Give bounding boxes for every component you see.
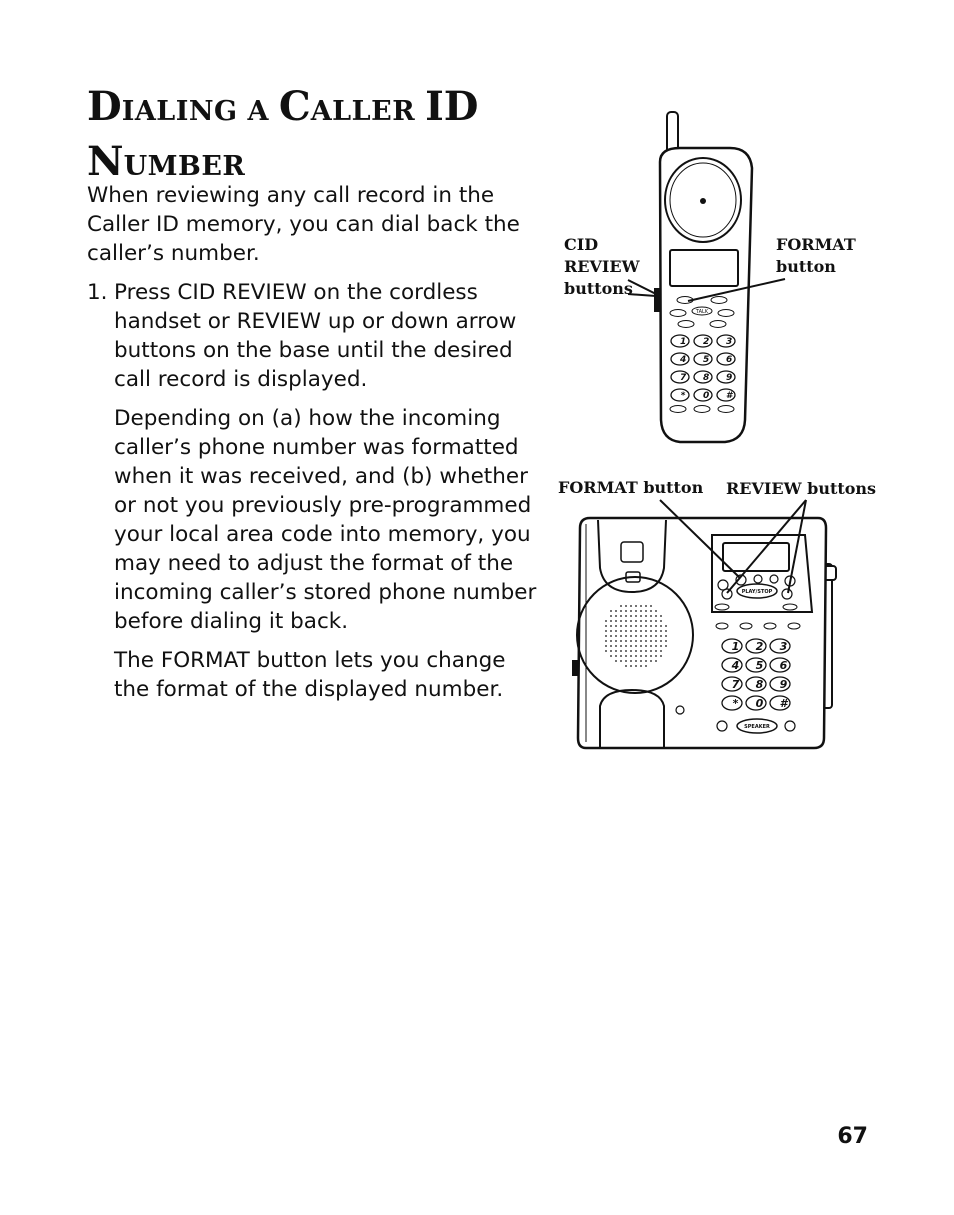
- handset-format-label: FORMAT button: [776, 235, 856, 276]
- grille-dot: [650, 655, 652, 657]
- grille-dot: [620, 635, 622, 637]
- grille-dot: [635, 630, 637, 632]
- grille-dot: [620, 630, 622, 632]
- grille-dot: [630, 625, 632, 627]
- grille-dot: [665, 630, 667, 632]
- grille-dot: [610, 645, 612, 647]
- grille-dot: [625, 610, 627, 612]
- base-play-stop-label: PLAY/STOP: [741, 589, 773, 595]
- grille-dot: [615, 635, 617, 637]
- grille-dot: [615, 610, 617, 612]
- hkeys-key-label-10: 0: [703, 391, 710, 402]
- grille-dot: [615, 630, 617, 632]
- grille-dot: [625, 665, 627, 667]
- grille-dot: [655, 630, 657, 632]
- grille-dot: [655, 610, 657, 612]
- bkeys-key-label-10: 0: [755, 696, 764, 710]
- grille-dot: [635, 620, 637, 622]
- hkeys-key-label-3: 4: [680, 355, 687, 366]
- grille-dot: [635, 615, 637, 617]
- grille-dot: [655, 625, 657, 627]
- grille-dot: [635, 660, 637, 662]
- grille-dot: [625, 630, 627, 632]
- grille-dot: [655, 620, 657, 622]
- grille-dot: [625, 625, 627, 627]
- grille-dot: [630, 610, 632, 612]
- grille-dot: [630, 620, 632, 622]
- hkeys-key-label-11: #: [726, 391, 733, 402]
- bkeys-key-label-4: 5: [755, 658, 764, 672]
- grille-dot: [655, 655, 657, 657]
- grille-dot: [620, 660, 622, 662]
- grille-dot: [620, 645, 622, 647]
- grille-dot: [650, 635, 652, 637]
- step-text: Press CID REVIEW on the cordless handset or REVIEW up or down arrow buttons on the base until the desired call record is displayed.: [114, 280, 517, 392]
- grille-dot: [605, 640, 607, 642]
- title-line-1: DIALING A CALLER ID: [87, 83, 479, 130]
- grille-dot: [655, 615, 657, 617]
- grille-dot: [620, 640, 622, 642]
- grille-dot: [630, 655, 632, 657]
- grille-dot: [625, 605, 627, 607]
- grille-dot: [660, 645, 662, 647]
- hkeys-key-label-6: 7: [680, 373, 687, 384]
- grille-dot: [660, 635, 662, 637]
- bkeys-key-label-7: 8: [755, 677, 764, 691]
- bkeys-key-label-6: 7: [731, 677, 740, 691]
- handset-talk-label: TALK: [695, 309, 709, 315]
- grille-dot: [655, 645, 657, 647]
- grille-dot: [660, 615, 662, 617]
- grille-dot: [620, 650, 622, 652]
- grille-dot: [605, 620, 607, 622]
- grille-dot: [605, 635, 607, 637]
- bkeys-key-label-9: *: [732, 696, 739, 710]
- grille-dot: [635, 610, 637, 612]
- bkeys-key-label-1: 2: [755, 639, 764, 653]
- grille-dot: [655, 640, 657, 642]
- grille-dot: [605, 625, 607, 627]
- grille-dot: [645, 640, 647, 642]
- grille-dot: [615, 625, 617, 627]
- grille-dot: [640, 650, 642, 652]
- grille-dot: [650, 650, 652, 652]
- grille-dot: [665, 625, 667, 627]
- grille-dot: [655, 660, 657, 662]
- format-button-paragraph: The FORMAT button lets you change the format of the displayed number.: [114, 648, 506, 702]
- grille-dot: [610, 625, 612, 627]
- hkeys-key-label-0: 1: [680, 337, 687, 348]
- grille-dot: [665, 640, 667, 642]
- grille-dot: [615, 615, 617, 617]
- grille-dot: [630, 645, 632, 647]
- grille-dot: [640, 635, 642, 637]
- grille-dot: [640, 625, 642, 627]
- grille-dot: [605, 630, 607, 632]
- grille-dot: [645, 625, 647, 627]
- grille-dot: [610, 620, 612, 622]
- grille-dot: [640, 645, 642, 647]
- grille-dot: [635, 645, 637, 647]
- grille-dot: [620, 655, 622, 657]
- title-line-2: NUMBER: [87, 138, 246, 185]
- grille-dot: [640, 620, 642, 622]
- grille-dot: [665, 645, 667, 647]
- grille-dot: [615, 655, 617, 657]
- grille-dot: [640, 630, 642, 632]
- grille-dot: [645, 620, 647, 622]
- grille-dot: [610, 630, 612, 632]
- step-number: 1.: [87, 280, 108, 305]
- grille-dot: [655, 635, 657, 637]
- grille-dot: [625, 655, 627, 657]
- bkeys-key-label-0: 1: [731, 639, 740, 653]
- grille-dot: [650, 660, 652, 662]
- grille-dot: [645, 665, 647, 667]
- page-number: 67: [837, 1124, 868, 1149]
- hkeys-key-label-9: *: [680, 391, 686, 402]
- grille-dot: [620, 625, 622, 627]
- grille-dot: [610, 655, 612, 657]
- grille-dot: [650, 620, 652, 622]
- grille-dot: [635, 635, 637, 637]
- grille-dot: [640, 655, 642, 657]
- hkeys-key-label-2: 3: [726, 337, 733, 348]
- grille-dot: [650, 630, 652, 632]
- grille-dot: [615, 620, 617, 622]
- bkeys-key-label-3: 4: [731, 658, 740, 672]
- base-speaker-label: SPEAKER: [744, 724, 770, 730]
- grille-dot: [645, 655, 647, 657]
- grille-dot: [640, 640, 642, 642]
- grille-dot: [660, 655, 662, 657]
- grille-dot: [645, 660, 647, 662]
- grille-dot: [650, 640, 652, 642]
- grille-dot: [660, 640, 662, 642]
- hkeys-key-label-8: 9: [726, 373, 733, 384]
- grille-dot: [630, 660, 632, 662]
- grille-dot: [630, 635, 632, 637]
- base-format-label: FORMAT button: [558, 478, 704, 497]
- grille-dot: [645, 630, 647, 632]
- grille-dot: [660, 625, 662, 627]
- grille-dot: [645, 645, 647, 647]
- grille-dot: [650, 610, 652, 612]
- grille-dot: [645, 635, 647, 637]
- grille-dot: [630, 640, 632, 642]
- grille-dot: [605, 645, 607, 647]
- grille-dot: [635, 650, 637, 652]
- grille-dot: [625, 645, 627, 647]
- grille-dot: [640, 605, 642, 607]
- grille-dot: [645, 650, 647, 652]
- grille-dot: [650, 645, 652, 647]
- grille-dot: [610, 610, 612, 612]
- bkeys-key-label-11: #: [779, 696, 788, 710]
- grille-dot: [630, 650, 632, 652]
- bkeys-key-label-8: 9: [779, 677, 788, 691]
- grille-dot: [615, 640, 617, 642]
- grille-dot: [650, 615, 652, 617]
- grille-dot: [635, 665, 637, 667]
- grille-dot: [620, 620, 622, 622]
- grille-dot: [630, 615, 632, 617]
- grille-dot: [615, 660, 617, 662]
- grille-dot: [630, 630, 632, 632]
- grille-dot: [645, 615, 647, 617]
- grille-dot: [640, 610, 642, 612]
- grille-dot: [625, 615, 627, 617]
- grille-dot: [640, 615, 642, 617]
- grille-dot: [625, 635, 627, 637]
- grille-dot: [665, 635, 667, 637]
- grille-dot: [620, 605, 622, 607]
- grille-dot: [645, 605, 647, 607]
- grille-dot: [650, 605, 652, 607]
- grille-dot: [610, 635, 612, 637]
- grille-dot: [645, 610, 647, 612]
- bkeys-key-label-2: 3: [779, 639, 788, 653]
- grille-dot: [635, 655, 637, 657]
- hkeys-key-label-7: 8: [703, 373, 710, 384]
- grille-dot: [660, 620, 662, 622]
- cordless-handset: [654, 112, 752, 442]
- intro-paragraph: When reviewing any call record in the Caller ID memory, you can dial back the caller’s number.: [87, 183, 520, 266]
- grille-dot: [605, 650, 607, 652]
- grille-dot: [625, 660, 627, 662]
- format-explanation-paragraph: Depending on (a) how the incoming caller’s phone number was formatted when it was received, and (b) whether or not you previously pre-programmed your local area code into memory, you may need to adjust the format of the incoming caller’s stored phone number before dialing it back.: [114, 406, 537, 634]
- grille-dot: [610, 650, 612, 652]
- grille-dot: [625, 650, 627, 652]
- hkeys-key-label-1: 2: [703, 337, 710, 348]
- grille-dot: [655, 650, 657, 652]
- hkeys-key-label-4: 5: [703, 355, 710, 366]
- grille-dot: [660, 630, 662, 632]
- grille-dot: [640, 660, 642, 662]
- cid-review-label: CID REVIEW buttons: [564, 235, 640, 298]
- grille-dot: [635, 625, 637, 627]
- grille-dot: [630, 605, 632, 607]
- grille-dot: [615, 650, 617, 652]
- grille-dot: [640, 665, 642, 667]
- grille-dot: [625, 620, 627, 622]
- grille-dot: [620, 610, 622, 612]
- grille-dot: [625, 640, 627, 642]
- grille-dot: [660, 650, 662, 652]
- grille-dot: [620, 615, 622, 617]
- bkeys-key-label-5: 6: [779, 658, 788, 672]
- grille-dot: [635, 640, 637, 642]
- grille-dot: [610, 615, 612, 617]
- base-review-label: REVIEW buttons: [726, 479, 877, 498]
- grille-dot: [650, 625, 652, 627]
- grille-dot: [610, 640, 612, 642]
- grille-dot: [615, 645, 617, 647]
- grille-dot: [630, 665, 632, 667]
- grille-dot: [635, 605, 637, 607]
- hkeys-key-label-5: 6: [726, 355, 733, 366]
